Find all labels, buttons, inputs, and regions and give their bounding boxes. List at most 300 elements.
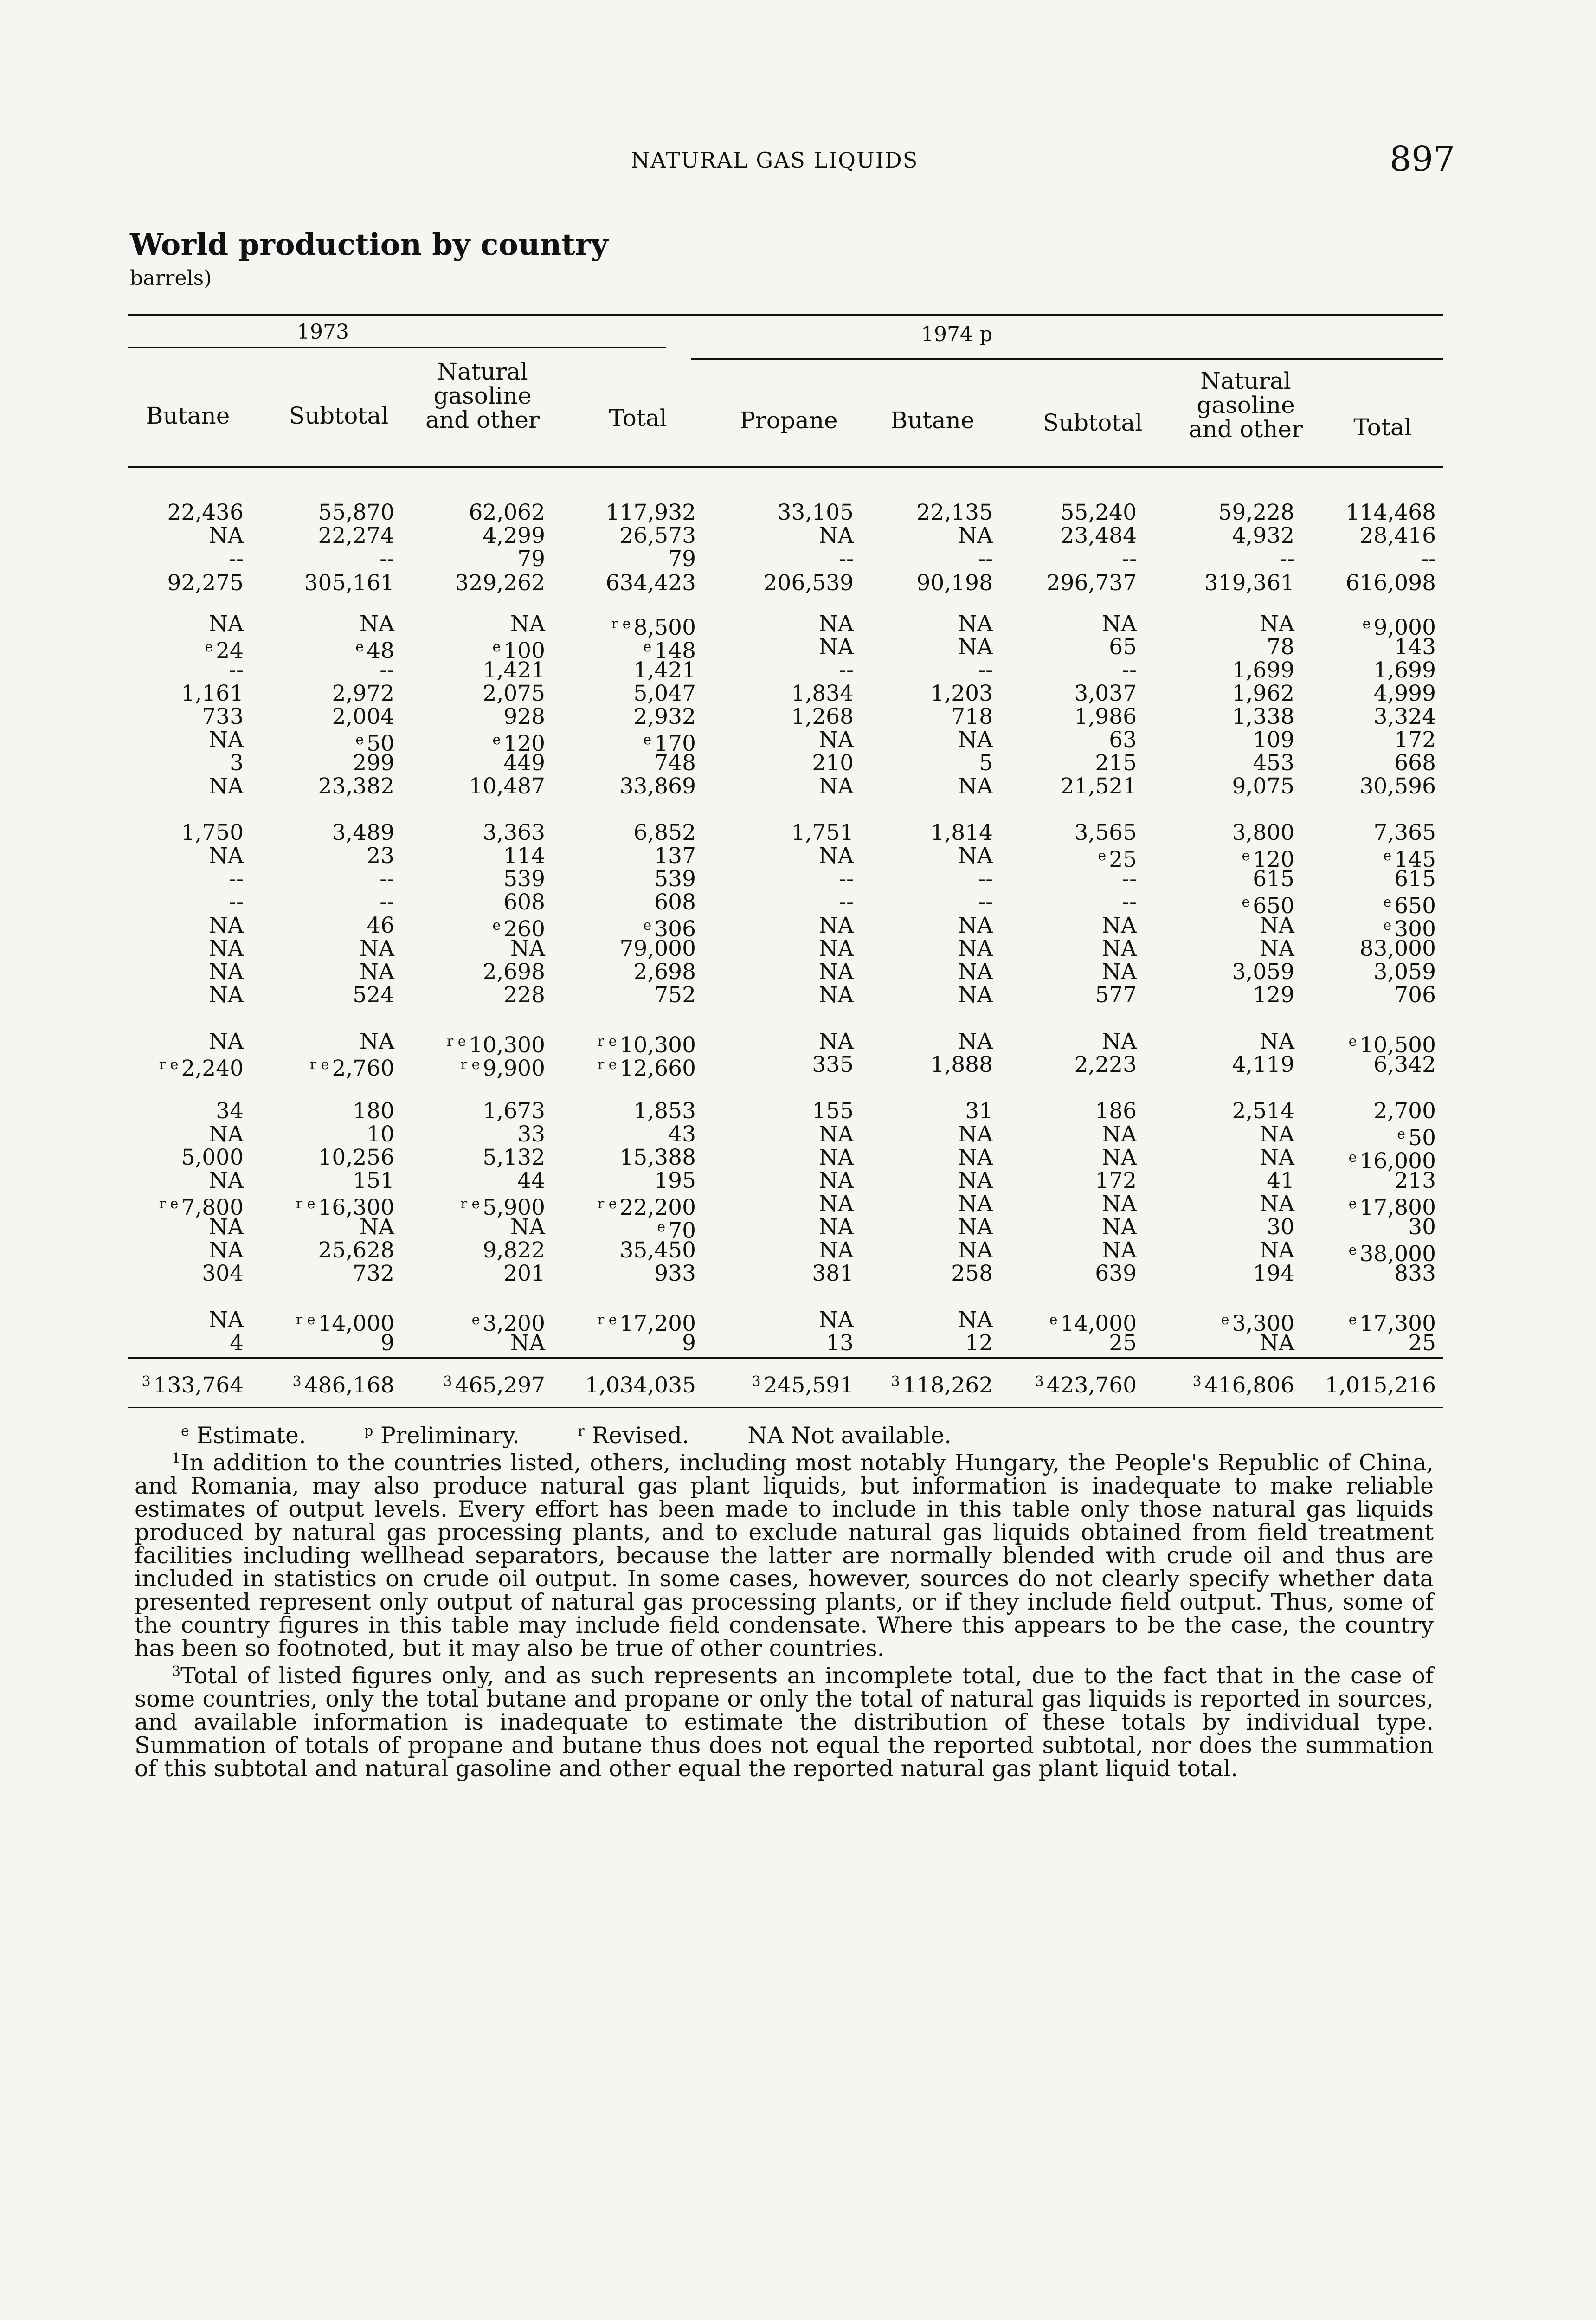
- cell-subtotal-1973: 732: [353, 1261, 394, 1286]
- footnote-mark: e: [643, 639, 652, 655]
- total-total-1974: 1,015,216: [1325, 1373, 1436, 1398]
- cell-propane-1974: NA: [818, 843, 854, 869]
- cell-total-1973: 33,869: [619, 773, 696, 799]
- cell-total-1974: $^e$ 50: [1397, 1125, 1436, 1151]
- cell-subtotal-1974: NA: [1101, 611, 1137, 637]
- cell-propane-1974: 1,268: [791, 704, 854, 729]
- cell-butane-1974: NA: [958, 773, 993, 799]
- cell-butane-1974: NA: [958, 1029, 993, 1054]
- footnote-mark: r e: [296, 1312, 315, 1328]
- cell-total-1973: $^{r e}$ 10,300: [597, 1032, 696, 1058]
- table-row: [0, 984, 1596, 1007]
- cell-propane-1974: NA: [818, 1214, 854, 1240]
- cell-subtotal-1973: NA: [359, 1214, 394, 1240]
- cell-propane-1974: NA: [818, 634, 854, 660]
- cell-propane-1974: NA: [818, 611, 854, 637]
- cell-total-1973: 79: [668, 546, 696, 572]
- cell-butane-1973: NA: [208, 727, 244, 753]
- cell-subtotal-1973: 2,004: [332, 704, 394, 729]
- cell-propane-1974: 210: [812, 750, 854, 776]
- cell-butane-1974: 90,198: [916, 570, 993, 596]
- cell-propane-1974: NA: [818, 936, 854, 961]
- cell-butane-1974: NA: [958, 1168, 993, 1193]
- cell-subtotal-1974: NA: [1101, 936, 1137, 961]
- cell-total-1973: 539: [654, 866, 696, 892]
- cell-subtotal-1973: 524: [353, 982, 394, 1008]
- cell-butane-1974: NA: [958, 1121, 993, 1147]
- cell-natgas-1974: NA: [1259, 611, 1294, 637]
- cell-subtotal-1974: 23,484: [1060, 523, 1137, 548]
- footnote-mark: r e: [460, 1057, 480, 1073]
- cell-propane-1974: 33,105: [777, 500, 854, 525]
- table-top-rule: [128, 314, 1443, 316]
- footnote-mark: e: [355, 732, 364, 748]
- cell-total-1973: 117,932: [605, 500, 696, 525]
- cell-total-1974: 172: [1394, 727, 1436, 753]
- cell-butane-1973: 733: [202, 704, 244, 729]
- cell-subtotal-1974: --: [1122, 546, 1137, 572]
- cell-total-1974: 668: [1394, 750, 1436, 776]
- cell-natgas-1973: 2,698: [483, 959, 545, 985]
- cell-total-1973: 2,698: [633, 959, 696, 985]
- cell-butane-1973: NA: [208, 1214, 244, 1240]
- cell-natgas-1973: $^{r e}$ 9,900: [460, 1056, 545, 1081]
- cell-total-1973: 2,932: [633, 704, 696, 729]
- cell-total-1974: 833: [1394, 1261, 1436, 1286]
- cell-natgas-1974: 109: [1253, 727, 1294, 753]
- cell-subtotal-1974: NA: [1101, 913, 1137, 938]
- cell-natgas-1974: 1,699: [1232, 657, 1294, 683]
- cell-propane-1974: 155: [812, 1098, 854, 1124]
- cell-total-1973: 6,852: [633, 820, 696, 845]
- table-row: [0, 1169, 1596, 1192]
- totals-bottom-rule: [128, 1407, 1443, 1408]
- cell-total-1973: $^{r e}$ 22,200: [597, 1195, 696, 1220]
- cell-subtotal-1973: $^{r e}$ 16,300: [296, 1195, 394, 1220]
- table-row: [0, 868, 1596, 891]
- footnote-mark: e: [1362, 616, 1371, 632]
- cell-subtotal-1973: 46: [367, 913, 394, 938]
- cell-propane-1974: 1,834: [791, 681, 854, 706]
- cell-subtotal-1973: NA: [359, 1029, 394, 1054]
- totals-top-rule: [128, 1357, 1443, 1359]
- cell-natgas-1974: 1,962: [1232, 681, 1294, 706]
- cell-subtotal-1974: NA: [1101, 1121, 1137, 1147]
- cell-subtotal-1973: $^{r e}$ 2,760: [309, 1056, 394, 1081]
- footnote-mark: e: [1098, 848, 1107, 864]
- footnote-3: $^3$Total of listed figures only, and as such represents an incomplete total, due to the fact that in the case of some countries, only the total butane and propane or only the total of natural gas liquids is reported in sources, and available information is inadequate to estimate the distribution of these totals by individual type. Summation of totals of propane and butane thus does not equal the reported subtotal, nor does the summation of this subtotal and natural gasoline and other equal the reported natural gas plant liquid total.: [135, 1663, 1434, 1782]
- cell-butane-1974: NA: [958, 611, 993, 637]
- cell-subtotal-1973: --: [380, 866, 394, 892]
- table-row: [0, 705, 1596, 728]
- footnote-mark: e: [1242, 894, 1250, 910]
- footnote-mark: e: [492, 639, 501, 655]
- table-row: [0, 1262, 1596, 1285]
- footnote-mark: r e: [446, 1033, 466, 1050]
- cell-total-1973: 608: [654, 889, 696, 915]
- cell-subtotal-1974: 215: [1095, 750, 1137, 776]
- cell-subtotal-1973: 10: [367, 1121, 394, 1147]
- footnote-legend: $^e$ Estimate. $^p$ Preliminary. $^r$ Revised. NA Not available.: [181, 1422, 952, 1449]
- legend-not-available: NA Not available.: [747, 1422, 952, 1449]
- footnote-mark: e: [643, 917, 652, 934]
- cell-natgas-1974: 615: [1253, 866, 1294, 892]
- footnote-mark: 3: [292, 1373, 302, 1390]
- cell-total-1973: 1,421: [633, 657, 696, 683]
- cell-subtotal-1973: 151: [353, 1168, 394, 1193]
- footnote-mark: 3: [1192, 1373, 1202, 1390]
- cell-natgas-1973: 201: [503, 1261, 545, 1286]
- cell-butane-1974: NA: [958, 1307, 993, 1333]
- cell-butane-1974: NA: [958, 1237, 993, 1263]
- cell-subtotal-1974: 577: [1095, 982, 1137, 1008]
- legend-revised: Revised.: [592, 1422, 689, 1449]
- cell-butane-1974: NA: [958, 982, 993, 1008]
- table-row: [0, 889, 1596, 919]
- table-row: [0, 821, 1596, 844]
- cell-total-1973: 195: [654, 1168, 696, 1193]
- column-header-natgas-1974: Natural gasoline and other: [1189, 367, 1303, 443]
- cell-subtotal-1974: 1,986: [1074, 704, 1137, 729]
- cell-subtotal-1973: NA: [359, 959, 394, 985]
- cell-subtotal-1974: 63: [1109, 727, 1137, 753]
- footnote-mark: e: [643, 732, 652, 748]
- cell-propane-1974: NA: [818, 913, 854, 938]
- cell-butane-1974: 12: [965, 1330, 993, 1356]
- total-natgas-1974: $^3$ 416,806: [1192, 1373, 1294, 1398]
- cell-natgas-1974: 129: [1253, 982, 1294, 1008]
- cell-subtotal-1974: 21,521: [1060, 773, 1137, 799]
- footnote-mark: e: [1397, 1126, 1406, 1142]
- cell-natgas-1974: 1,338: [1232, 704, 1294, 729]
- cell-natgas-1974: 41: [1267, 1168, 1294, 1193]
- cell-butane-1974: NA: [958, 1191, 993, 1217]
- cell-natgas-1974: NA: [1259, 1029, 1294, 1054]
- table-row: [0, 1214, 1596, 1244]
- cell-total-1974: 6,342: [1373, 1052, 1436, 1077]
- cell-total-1974: 3,059: [1373, 959, 1436, 985]
- cell-natgas-1974: 59,228: [1218, 500, 1294, 525]
- table-row: [0, 775, 1596, 798]
- footnote-mark: r e: [460, 1196, 480, 1212]
- cell-natgas-1973: 2,075: [483, 681, 545, 706]
- cell-total-1974: 114,468: [1345, 500, 1436, 525]
- cell-total-1974: 30: [1408, 1214, 1436, 1240]
- column-header-subtotal-1973: Subtotal: [289, 402, 389, 429]
- cell-total-1974: 25: [1408, 1330, 1436, 1356]
- cell-propane-1974: NA: [818, 1145, 854, 1170]
- cell-natgas-1974: 30: [1267, 1214, 1294, 1240]
- footnote-1: $^1$In addition to the countries listed, others, including most notably Hungary, the People's Republic of China, and Romania, may also produce natural gas plant liquids, but information is inadequate to make reliable estimates of output levels. Every effort has been made to include in this table only those natural gas liquids produced by natural gas processing plants, and to exclude natural gas liquids obtained from field treatment facilities including wellhead separators, because the latter are normally blended with crude oil and thus are included in statistics on crude oil output. In some cases, however, sources do not clearly specify whether data presented represent only output of natural gas processing plants, or if they include field output. Thus, some of the country figures in this table may include field condensate. Where this appears to be the case, the country has been so footnoted, but it may also be true of other countries.: [135, 1450, 1434, 1662]
- cell-total-1974: 615: [1394, 866, 1436, 892]
- footnote-mark: e: [1348, 1033, 1357, 1050]
- cell-butane-1973: NA: [208, 1168, 244, 1193]
- table-row: [0, 1145, 1596, 1174]
- cell-butane-1973: NA: [208, 773, 244, 799]
- cell-total-1973: 79,000: [619, 936, 696, 961]
- cell-natgas-1974: 3,800: [1232, 820, 1294, 845]
- cell-subtotal-1973: 10,256: [318, 1145, 394, 1170]
- table-row: [0, 913, 1596, 942]
- cell-natgas-1974: NA: [1259, 1121, 1294, 1147]
- cell-subtotal-1973: 55,870: [318, 500, 394, 525]
- cell-butane-1973: NA: [208, 1237, 244, 1263]
- table-row: [0, 1332, 1596, 1355]
- cell-natgas-1974: NA: [1259, 1191, 1294, 1217]
- cell-butane-1974: 1,814: [930, 820, 993, 845]
- cell-total-1974: 706: [1394, 982, 1436, 1008]
- cell-natgas-1973: $^e$ 3,200: [471, 1311, 545, 1336]
- cell-natgas-1973: 449: [503, 750, 545, 776]
- cell-propane-1974: --: [839, 866, 854, 892]
- cell-butane-1973: $^{r e}$ 2,240: [159, 1056, 244, 1081]
- cell-natgas-1973: NA: [510, 936, 545, 961]
- cell-butane-1974: 258: [951, 1261, 993, 1286]
- footnote-mark: r e: [159, 1196, 179, 1212]
- cell-subtotal-1974: 3,565: [1074, 820, 1137, 845]
- footnote-mark: e: [1383, 894, 1392, 910]
- cell-total-1974: 616,098: [1345, 570, 1436, 596]
- cell-butane-1974: NA: [958, 1145, 993, 1170]
- cell-butane-1973: 4: [230, 1330, 244, 1356]
- legend-estimate: Estimate.: [196, 1422, 306, 1449]
- page-number: 897: [1390, 139, 1455, 179]
- footnote-mark: e: [1383, 917, 1392, 934]
- cell-total-1973: 15,388: [619, 1145, 696, 1170]
- cell-butane-1973: --: [229, 657, 244, 683]
- legend-preliminary: Preliminary.: [380, 1422, 520, 1449]
- cell-natgas-1973: $^e$ 260: [492, 916, 545, 942]
- cell-subtotal-1974: 3,037: [1074, 681, 1137, 706]
- total-butane-1973: $^3$ 133,764: [142, 1373, 244, 1398]
- table-units: barrels): [130, 266, 212, 290]
- cell-butane-1974: 1,203: [930, 681, 993, 706]
- cell-natgas-1974: $^e$ 120: [1242, 847, 1294, 872]
- cell-total-1973: $^{r e}$ 8,500: [611, 615, 696, 640]
- cell-total-1973: 752: [654, 982, 696, 1008]
- footnote-mark: e: [1348, 1242, 1357, 1258]
- cell-natgas-1973: 62,062: [469, 500, 545, 525]
- cell-total-1974: $^e$ 300: [1383, 916, 1436, 942]
- footnote-mark: r e: [597, 1033, 617, 1050]
- cell-natgas-1974: 453: [1253, 750, 1294, 776]
- column-header-subtotal-1974: Subtotal: [1043, 409, 1143, 436]
- footnote-mark: r e: [309, 1057, 329, 1073]
- cell-propane-1974: NA: [818, 773, 854, 799]
- cell-total-1974: $^e$ 38,000: [1348, 1241, 1436, 1267]
- cell-natgas-1973: NA: [510, 611, 545, 637]
- cell-butane-1973: NA: [208, 936, 244, 961]
- footnote-mark: e: [205, 639, 213, 655]
- table-title: World production by country: [130, 227, 608, 262]
- cell-natgas-1974: NA: [1259, 913, 1294, 938]
- running-head: NATURAL GAS LIQUIDS: [631, 148, 919, 173]
- cell-butane-1973: NA: [208, 1121, 244, 1147]
- cell-propane-1974: NA: [818, 523, 854, 548]
- cell-butane-1973: 34: [216, 1098, 244, 1124]
- cell-total-1973: 43: [668, 1121, 696, 1147]
- cell-subtotal-1974: 639: [1095, 1261, 1137, 1286]
- total-subtotal-1973: $^3$ 486,168: [292, 1373, 394, 1398]
- footnote-mark: e: [1242, 848, 1250, 864]
- cell-butane-1973: NA: [208, 982, 244, 1008]
- cell-butane-1974: NA: [958, 913, 993, 938]
- cell-subtotal-1974: --: [1122, 889, 1137, 915]
- cell-subtotal-1973: 180: [353, 1098, 394, 1124]
- cell-butane-1973: NA: [208, 959, 244, 985]
- cell-propane-1974: 13: [826, 1330, 854, 1356]
- footnote-mark: r e: [597, 1057, 617, 1073]
- total-total-1973: 1,034,035: [585, 1373, 696, 1398]
- cell-butane-1973: 1,750: [181, 820, 244, 845]
- footnotes: [135, 1420, 1434, 1780]
- cell-subtotal-1973: NA: [359, 936, 394, 961]
- footnote-mark: e: [492, 732, 501, 748]
- cell-total-1974: 83,000: [1359, 936, 1436, 961]
- footnote-mark: 3: [752, 1373, 761, 1390]
- cell-butane-1974: --: [978, 866, 993, 892]
- table-row: [0, 1052, 1596, 1081]
- cell-subtotal-1973: 23: [367, 843, 394, 869]
- cell-butane-1974: --: [978, 657, 993, 683]
- column-header-natgas-1973: Natural gasoline and other: [425, 358, 540, 433]
- cell-subtotal-1973: --: [380, 889, 394, 915]
- cell-subtotal-1974: 172: [1095, 1168, 1137, 1193]
- cell-total-1974: $^e$ 10,500: [1348, 1032, 1436, 1058]
- cell-subtotal-1974: --: [1122, 657, 1137, 683]
- cell-subtotal-1974: NA: [1101, 1029, 1137, 1054]
- cell-natgas-1973: 608: [503, 889, 545, 915]
- table-row: [0, 1191, 1596, 1220]
- cell-natgas-1973: 33: [517, 1121, 545, 1147]
- cell-natgas-1973: 1,421: [483, 657, 545, 683]
- cell-butane-1974: 1,888: [930, 1052, 993, 1077]
- cell-natgas-1973: 329,262: [455, 570, 545, 596]
- cell-total-1973: $^{r e}$ 12,660: [597, 1056, 696, 1081]
- cell-natgas-1973: 9,822: [483, 1237, 545, 1263]
- cell-propane-1974: NA: [818, 1307, 854, 1333]
- column-header-butane-1973: Butane: [146, 402, 230, 429]
- cell-natgas-1974: 319,361: [1204, 570, 1294, 596]
- cell-natgas-1973: 114: [503, 843, 545, 869]
- cell-subtotal-1973: --: [380, 546, 394, 572]
- cell-propane-1974: NA: [818, 982, 854, 1008]
- footnote-mark: e: [1221, 1312, 1229, 1328]
- cell-subtotal-1973: 9: [380, 1330, 394, 1356]
- column-header-butane-1974: Butane: [890, 407, 975, 434]
- cell-butane-1974: NA: [958, 936, 993, 961]
- cell-natgas-1973: 1,673: [483, 1098, 545, 1124]
- footnote-mark: r e: [597, 1312, 617, 1328]
- footnote-mark: e: [471, 1312, 480, 1328]
- cell-butane-1973: NA: [208, 1307, 244, 1333]
- cell-natgas-1973: 79: [517, 546, 545, 572]
- cell-butane-1974: NA: [958, 634, 993, 660]
- cell-butane-1973: --: [229, 866, 244, 892]
- cell-total-1973: 26,573: [619, 523, 696, 548]
- cell-propane-1974: NA: [818, 1029, 854, 1054]
- cell-propane-1974: NA: [818, 1168, 854, 1193]
- cell-natgas-1974: $^e$ 3,300: [1221, 1311, 1294, 1336]
- cell-butane-1973: 22,436: [167, 500, 244, 525]
- cell-subtotal-1973: $^e$ 48: [355, 638, 394, 664]
- cell-natgas-1973: 228: [503, 982, 545, 1008]
- cell-propane-1974: 381: [812, 1261, 854, 1286]
- footnote-mark: e: [355, 639, 364, 655]
- cell-butane-1973: --: [229, 889, 244, 915]
- cell-butane-1973: 5,000: [181, 1145, 244, 1170]
- table-row: [0, 611, 1596, 640]
- cell-natgas-1973: $^{r e}$ 5,900: [460, 1195, 545, 1220]
- year-1974-label: 1974 p: [921, 322, 993, 346]
- total-subtotal-1974: $^3$ 423,760: [1035, 1373, 1137, 1398]
- cell-propane-1974: NA: [818, 727, 854, 753]
- footnote-1-text: In addition to the countries listed, others, including most notably Hungary, the People's Republic of China, and Romania, may also produce natural gas plant liquids, but information is inadequate to make reliable estimates of output levels. Every effort has been made to include in this table only those natural gas liquids produced by natural gas processing plants, and to exclude natural gas liquids obtained from field treatment facilities including wellhead separators, because the latter are normally blended with crude oil and thus are included in statistics on crude oil output. In some cases, however, sources do not clearly specify whether data presented represent only output of natural gas processing plants, or if they include field output. Thus, some of the country figures in this table may include field condensate. Where this appears to be the case, the country has been so footnoted, but it may also be true of other countries.: [135, 1450, 1434, 1662]
- table-row: [0, 1100, 1596, 1123]
- cell-total-1974: 3,324: [1373, 704, 1436, 729]
- cell-butane-1973: 1,161: [181, 681, 244, 706]
- cell-butane-1973: $^{r e}$ 7,800: [159, 1195, 244, 1220]
- footnote-mark: r e: [597, 1196, 617, 1212]
- cell-total-1973: 5,047: [633, 681, 696, 706]
- cell-total-1973: $^e$ 306: [643, 916, 696, 942]
- cell-butane-1973: NA: [208, 523, 244, 548]
- cell-natgas-1973: 44: [517, 1168, 545, 1193]
- cell-natgas-1974: NA: [1259, 936, 1294, 961]
- cell-subtotal-1973: 299: [353, 750, 394, 776]
- column-header-total-1973: Total: [609, 405, 667, 432]
- cell-total-1974: 143: [1394, 634, 1436, 660]
- cell-total-1973: 35,450: [619, 1237, 696, 1263]
- footnote-mark: 3: [443, 1373, 452, 1390]
- cell-subtotal-1973: 3,489: [332, 820, 394, 845]
- cell-propane-1974: NA: [818, 959, 854, 985]
- cell-subtotal-1973: 22,274: [318, 523, 394, 548]
- cell-total-1973: 634,423: [605, 570, 696, 596]
- cell-natgas-1974: 3,059: [1232, 959, 1294, 985]
- cell-butane-1973: 92,275: [167, 570, 244, 596]
- cell-natgas-1973: NA: [510, 1330, 545, 1356]
- cell-butane-1973: --: [229, 546, 244, 572]
- header-bottom-rule: [128, 466, 1443, 468]
- cell-propane-1974: NA: [818, 1237, 854, 1263]
- cell-natgas-1974: $^e$ 650: [1242, 893, 1294, 919]
- cell-butane-1974: --: [978, 889, 993, 915]
- table-row: [0, 1237, 1596, 1267]
- footnote-mark: r e: [159, 1057, 179, 1073]
- footnote-mark: 3: [1035, 1373, 1044, 1390]
- footnote-mark: e: [657, 1219, 666, 1235]
- cell-natgas-1973: 5,132: [483, 1145, 545, 1170]
- cell-subtotal-1974: 2,223: [1074, 1052, 1137, 1077]
- table-row: [0, 682, 1596, 705]
- footnote-mark: e: [492, 917, 501, 934]
- cell-subtotal-1974: 296,737: [1046, 570, 1137, 596]
- cell-subtotal-1974: NA: [1101, 1191, 1137, 1217]
- cell-total-1973: 1,853: [633, 1098, 696, 1124]
- cell-subtotal-1974: 25: [1109, 1330, 1137, 1356]
- cell-total-1973: $^e$ 148: [643, 638, 696, 664]
- cell-natgas-1974: 9,075: [1232, 773, 1294, 799]
- table-row: [0, 727, 1596, 756]
- cell-natgas-1973: 928: [503, 704, 545, 729]
- cell-butane-1973: $^e$ 24: [205, 638, 244, 664]
- cell-propane-1974: NA: [818, 1191, 854, 1217]
- cell-natgas-1974: NA: [1259, 1237, 1294, 1263]
- cell-natgas-1974: 194: [1253, 1261, 1294, 1286]
- cell-propane-1974: NA: [818, 1121, 854, 1147]
- cell-total-1973: 933: [654, 1261, 696, 1286]
